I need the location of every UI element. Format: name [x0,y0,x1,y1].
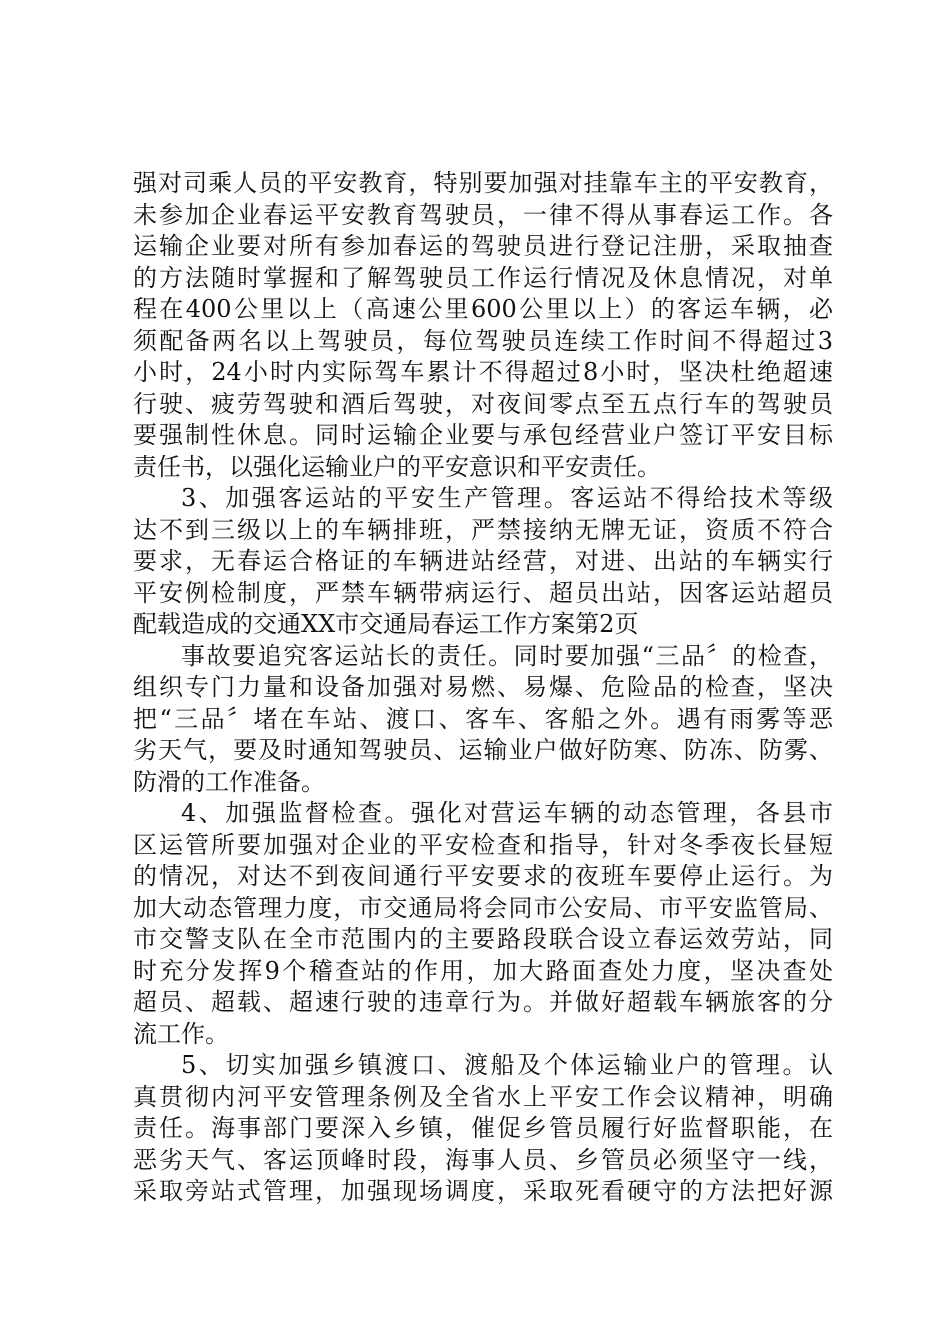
text-line: 小时，24小时内实际驾车累计不得超过8小时，坚决杜绝超速 [133,358,833,386]
text-line: 超员、超载、超速行驶的违章行为。并做好超载车辆旅客的分 [133,988,833,1016]
text-line: 市交警支队在全市范围内的主要路段联合设立春运效劳站，同 [133,925,833,953]
text-line: 恶劣天气、客运顶峰时段，海事人员、乡管员必须坚守一线， [133,1145,833,1174]
text-line: 加大动态管理力度，市交通局将会同市公安局、市平安监管局、 [133,893,833,922]
text-line: 防滑的工作准备。 [133,767,325,796]
text-line: 要强制性休息。同时运输企业要与承包经营业户签订平安目标 [133,421,833,449]
text-line: 行驶、疲劳驾驶和酒后驾驶，对夜间零点至五点行车的驾驶员 [133,389,833,418]
text-line: 区运管所要加强对企业的平安检查和指导，针对冬季夜长昼短 [133,830,833,859]
text-line: 要求，无春运合格证的车辆进站经营，对进、出站的车辆实行 [133,547,833,575]
text-line: 运输企业要对所有参加春运的驾驶员进行登记注册，采取抽查 [133,232,833,260]
text-line: 强对司乘人员的平安教育，特别要加强对挂靠车主的平安教育， [133,169,833,197]
text-line: 须配备两名以上驾驶员，每位驾驶员连续工作时间不得超过3 [133,326,833,355]
text-line: 配载造成的交通XX市交通局春运工作方案第2页 [133,610,639,638]
document-body-text [133,168,833,1208]
text-line: 采取旁站式管理，加强现场调度，采取死看硬守的方法把好源 [133,1177,833,1205]
text-line: 把“三品〞堵在车站、渡口、客车、客船之外。遇有雨雾等恶 [133,704,833,733]
text-line: 真贯彻内河平安管理条例及全省水上平安工作会议精神，明确 [133,1082,833,1111]
paragraph-first-line: 5、切实加强乡镇渡口、渡船及个体运输业户的管理。认 [181,1051,833,1079]
paragraph-first-line: 4、加强监督检查。强化对营运车辆的动态管理，各县市 [181,799,833,827]
text-line: 劣天气，要及时通知驾驶员、运输业户做好防寒、防冻、防雾、 [133,736,833,764]
text-line: 时充分发挥9个稽查站的作用，加大路面查处力度，坚决查处 [133,956,833,985]
text-line: 达不到三级以上的车辆排班，严禁接纳无牌无证，资质不符合 [133,515,833,544]
paragraph-first-line: 事故要追究客运站长的责任。同时要加强“三品〞的检查， [181,641,833,670]
text-line: 程在400公里以上（高速公里600公里以上）的客运车辆，必 [133,295,833,323]
text-line: 平安例检制度，严禁车辆带病运行、超员出站，因客运站超员 [133,578,833,607]
text-line: 组织专门力量和设备加强对易燃、易爆、危险品的检查，坚决 [133,673,833,701]
text-line: 的情况，对达不到夜间通行平安要求的夜班车要停止运行。为 [133,862,833,890]
paragraph-first-line: 3、加强客运站的平安生产管理。客运站不得给技术等级 [181,484,833,512]
text-line: 的方法随时掌握和了解驾驶员工作运行情况及休息情况，对单 [133,263,833,292]
text-line: 未参加企业春运平安教育驾驶员，一律不得从事春运工作。各 [133,200,833,229]
text-line: 责任。海事部门要深入乡镇，催促乡管员履行好监督职能，在 [133,1114,833,1142]
text-line: 责任书，以强化运输业户的平安意识和平安责任。 [133,452,661,481]
text-line: 流工作。 [133,1019,229,1048]
